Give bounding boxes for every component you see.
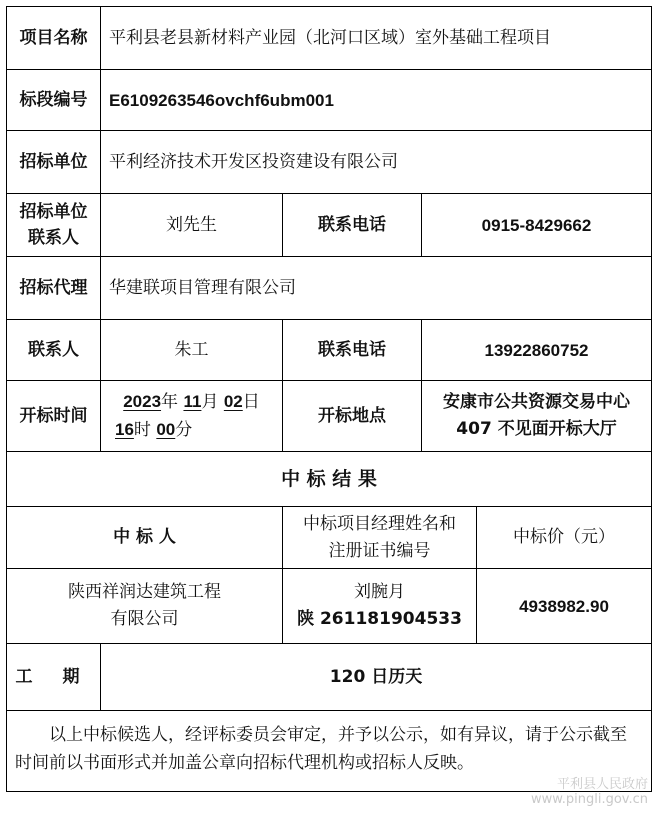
opening-month-unit: 月 — [201, 392, 219, 412]
opening-place-line1: 安康市公共资源交易中心 — [443, 392, 630, 412]
opening-date — [123, 388, 260, 416]
winner-header: 中 标 人 — [6, 506, 283, 569]
manager-header — [282, 506, 477, 569]
project-name-label: 项目名称 — [6, 6, 101, 70]
opening-minute: 00 — [156, 420, 176, 439]
opening-clock — [101, 416, 192, 444]
section-number-label: 标段编号 — [6, 69, 101, 131]
opening-place-label: 开标地点 — [282, 380, 422, 452]
site-watermark — [531, 777, 648, 807]
agency-contact-label: 联系人 — [6, 319, 101, 381]
tenderer-contact-label-line2: 联系人 — [28, 228, 79, 248]
opening-time-label: 开标时间 — [6, 380, 101, 452]
price-header: 中标价（元） — [476, 506, 652, 569]
opening-place-line2: 407 不见面开标大厅 — [456, 419, 617, 439]
opening-time-value — [100, 380, 283, 452]
agency-value: 华建联项目管理有限公司 — [100, 256, 652, 320]
result-heading: 中 标 结 果 — [6, 451, 652, 507]
tenderer-contact-name: 刘先生 — [100, 193, 283, 257]
opening-place-value — [421, 380, 652, 452]
tenderer-value: 平利经济技术开发区投资建设有限公司 — [100, 130, 652, 194]
opening-month: 11 — [183, 392, 202, 411]
manager-name: 刘腕月 — [354, 582, 405, 602]
tenderer-phone-label: 联系电话 — [282, 193, 422, 257]
bid-result-table — [6, 6, 652, 792]
tenderer-phone-value: 0915-8429662 — [421, 193, 652, 257]
agency-contact-name: 朱工 — [100, 319, 283, 381]
opening-hour: 16 — [115, 420, 134, 439]
winner-name — [6, 568, 283, 644]
agency-label: 招标代理 — [6, 256, 101, 320]
opening-day: 02 — [223, 392, 243, 411]
winner-name-line2: 有限公司 — [110, 609, 179, 629]
duration-value: 120 日历天 — [100, 643, 652, 711]
agency-phone-value: 13922860752 — [421, 319, 652, 381]
opening-hour-unit: 时 — [133, 420, 151, 440]
duration-label: 工 期 — [6, 643, 101, 711]
agency-phone-label: 联系电话 — [282, 319, 422, 381]
opening-year-unit: 年 — [161, 392, 179, 412]
winner-name-line1: 陕西祥润达建筑工程 — [68, 582, 221, 602]
notice-text: 以上中标候选人，经评标委员会审定，并予以公示，如有异议，请于公示截至时间前以书面形式并加盖公章向招标代理机构或招标人反映。 — [6, 710, 652, 792]
watermark-line1: 平利县人民政府 — [556, 777, 648, 792]
manager-cert: 陕 261181904533 — [297, 609, 462, 629]
opening-year: 2023 — [123, 392, 162, 411]
section-number-value: E6109263546ovchf6ubm001 — [100, 69, 652, 131]
manager-info — [282, 568, 477, 644]
project-name-value: 平利县老县新材料产业园（北河口区域）室外基础工程项目 — [100, 6, 652, 70]
opening-minute-unit: 分 — [175, 420, 193, 440]
opening-day-unit: 日 — [242, 392, 260, 412]
tenderer-contact-label — [6, 193, 101, 257]
winning-price: 4938982.90 — [476, 568, 652, 644]
manager-header-line2: 注册证书编号 — [328, 540, 431, 561]
tenderer-contact-label-line1: 招标单位 — [19, 202, 88, 222]
watermark-line2: www.pingli.gov.cn — [531, 792, 648, 807]
tenderer-label: 招标单位 — [6, 130, 101, 194]
manager-header-line1: 中标项目经理姓名和 — [303, 513, 456, 534]
